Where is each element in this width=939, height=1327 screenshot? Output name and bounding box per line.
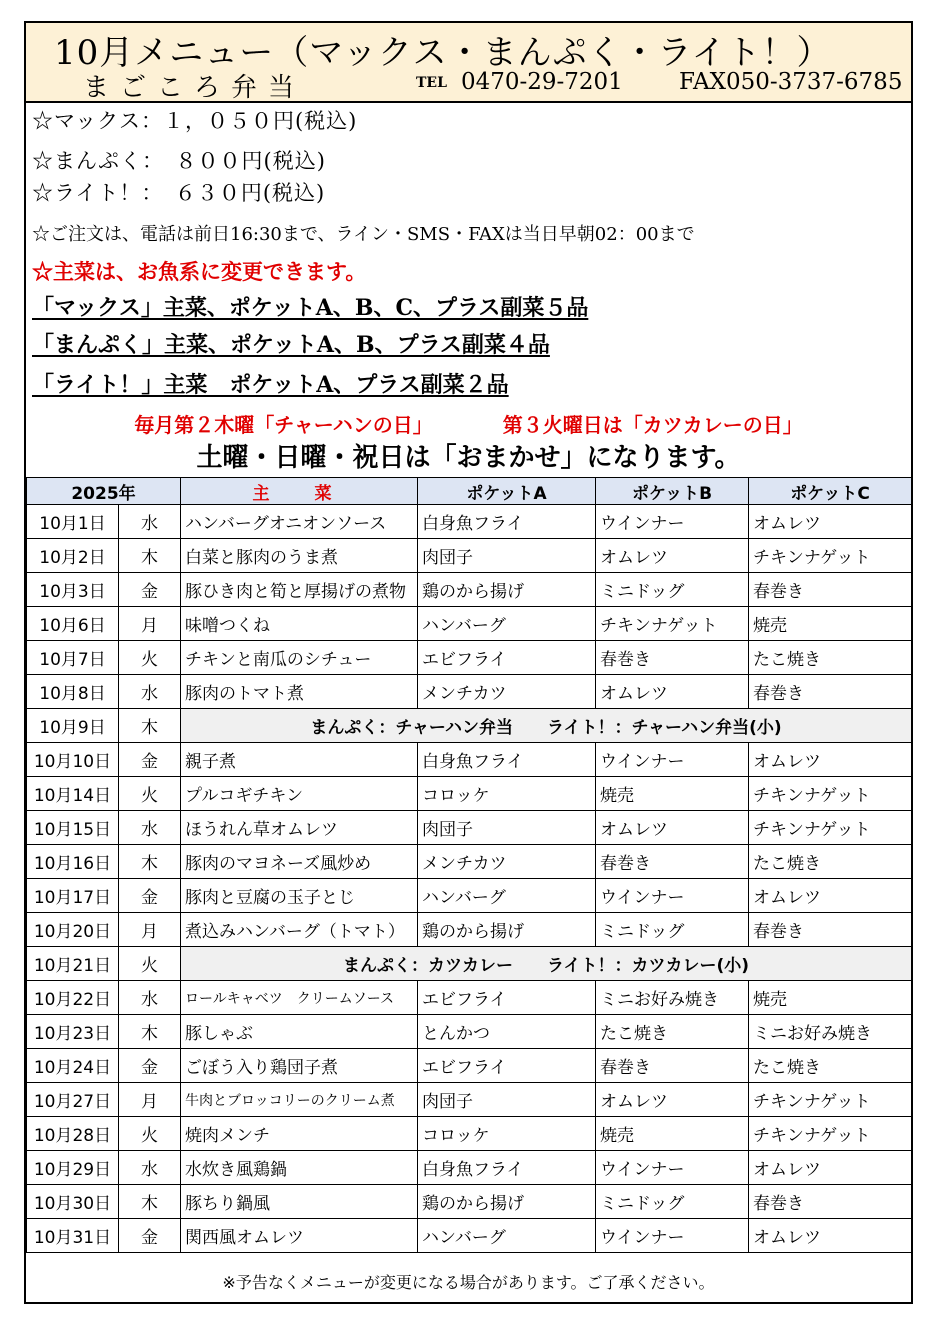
date-cell: 10月24日 — [27, 1049, 119, 1083]
pocket-a-cell: とんかつ — [418, 1015, 596, 1049]
weekday-cell: 月 — [119, 607, 181, 641]
pocket-c-cell: たこ焼き — [749, 641, 912, 675]
tel-icon: TEL — [416, 75, 447, 91]
pocket-b-cell: 焼売 — [596, 777, 749, 811]
date-cell: 10月6日 — [27, 607, 119, 641]
pocket-a-cell: ハンバーグ — [418, 1219, 596, 1253]
date-cell: 10月2日 — [27, 539, 119, 573]
pocket-c-cell: オムレツ — [749, 743, 912, 777]
main-dish-cell: プルコギチキン — [181, 777, 418, 811]
date-cell: 10月1日 — [27, 505, 119, 539]
special-menu-cell: まんぷく：チャーハン弁当 ライト！：チャーハン弁当(小) — [181, 709, 912, 743]
pocket-c-cell: オムレツ — [749, 1219, 912, 1253]
pocket-a-header: ポケットA — [418, 478, 596, 505]
date-cell: 10月16日 — [27, 845, 119, 879]
pocket-b-cell: 春巻き — [596, 641, 749, 675]
pocket-a-cell: 白身魚フライ — [418, 743, 596, 777]
table-row — [27, 709, 912, 743]
pocket-a-cell: 白身魚フライ — [418, 1151, 596, 1185]
date-cell: 10月30日 — [27, 1185, 119, 1219]
pocket-a-cell: エビフライ — [418, 641, 596, 675]
fish-change-note: ☆主菜は、お魚系に変更できます。 — [32, 259, 367, 284]
pocket-a-cell: ハンバーグ — [418, 607, 596, 641]
menu-sheet — [24, 21, 913, 1304]
main-dish-cell: 豚ひき肉と筍と厚揚げの煮物 — [181, 573, 418, 607]
pocket-a-cell: ハンバーグ — [418, 879, 596, 913]
weekday-cell: 月 — [119, 913, 181, 947]
date-cell: 10月7日 — [27, 641, 119, 675]
combo-light: 「ライト！」主菜 ポケットA、プラス副菜２品 — [32, 372, 509, 398]
weekday-cell: 月 — [119, 1083, 181, 1117]
table-row — [27, 845, 912, 879]
table-row — [27, 1015, 912, 1049]
weekday-cell: 木 — [119, 1185, 181, 1219]
combo-manpuku: 「まんぷく」主菜、ポケットA、B、プラス副菜４品 — [32, 332, 550, 358]
weekday-cell: 火 — [119, 641, 181, 675]
date-cell: 10月31日 — [27, 1219, 119, 1253]
order-deadline-note: ☆ご注文は、電話は前日16:30まで、ライン・SMS・FAXは当日早朝02：00まで — [32, 224, 695, 245]
date-cell: 10月21日 — [27, 947, 119, 981]
price-manpuku: ☆まんぷく： ８００円(税込) — [32, 149, 326, 173]
pocket-a-cell: 肉団子 — [418, 1083, 596, 1117]
pocket-c-cell: チキンナゲット — [749, 1117, 912, 1151]
pocket-b-cell: 焼売 — [596, 1117, 749, 1151]
main-dish-cell: ごぼう入り鶏団子煮 — [181, 1049, 418, 1083]
date-cell: 10月14日 — [27, 777, 119, 811]
main-dish-cell: 水炊き風鶏鍋 — [181, 1151, 418, 1185]
weekday-cell: 水 — [119, 981, 181, 1015]
tel-number — [416, 69, 623, 95]
pocket-b-cell: オムレツ — [596, 539, 749, 573]
date-cell: 10月27日 — [27, 1083, 119, 1117]
main-dish-cell: 焼肉メンチ — [181, 1117, 418, 1151]
katsucurry-day: 第３火曜日は「カツカレーの日」 — [502, 413, 803, 437]
pocket-b-cell: オムレツ — [596, 1083, 749, 1117]
price-light: ☆ライト！： ６３０円(税込) — [32, 181, 326, 205]
pocket-a-cell: エビフライ — [418, 1049, 596, 1083]
pocket-b-cell: 春巻き — [596, 845, 749, 879]
pocket-c-header: ポケットC — [749, 478, 912, 505]
pocket-b-cell: オムレツ — [596, 675, 749, 709]
pocket-c-cell: たこ焼き — [749, 845, 912, 879]
main-dish-cell: 関西風オムレツ — [181, 1219, 418, 1253]
pocket-a-cell: 鶏のから揚げ — [418, 573, 596, 607]
date-cell: 10月23日 — [27, 1015, 119, 1049]
table-row — [27, 913, 912, 947]
main-dish-cell: 白菜と豚肉のうま煮 — [181, 539, 418, 573]
date-cell: 10月22日 — [27, 981, 119, 1015]
footer-note: ※予告なくメニューが変更になる場合があります。ご了承ください。 — [222, 1273, 715, 1292]
combo-max: 「マックス」主菜、ポケットA、B、C、プラス副菜５品 — [32, 295, 589, 321]
pocket-c-cell: オムレツ — [749, 1151, 912, 1185]
weekday-cell: 水 — [119, 811, 181, 845]
table-header-row — [27, 478, 912, 505]
table-row — [27, 607, 912, 641]
date-cell: 10月17日 — [27, 879, 119, 913]
pocket-a-cell: 肉団子 — [418, 811, 596, 845]
table-row — [27, 1049, 912, 1083]
table-row — [27, 573, 912, 607]
pocket-c-cell: 春巻き — [749, 675, 912, 709]
main-dish-cell: 豚ちり鍋風 — [181, 1185, 418, 1219]
pocket-b-cell: ミニドッグ — [596, 1185, 749, 1219]
main-dish-cell: 煮込みハンバーグ（トマト） — [181, 913, 418, 947]
table-row — [27, 539, 912, 573]
main-dish-cell: 牛肉とブロッコリーのクリーム煮 — [181, 1083, 418, 1117]
fax-number: FAX050-3737-6785 — [679, 69, 903, 95]
table-row — [27, 505, 912, 539]
table-row — [27, 947, 912, 981]
chahan-day: 毎月第２木曜「チャーハンの日」 — [134, 413, 433, 437]
pocket-a-cell: コロッケ — [418, 777, 596, 811]
weekday-cell: 水 — [119, 675, 181, 709]
weekday-cell: 木 — [119, 539, 181, 573]
main-dish-header: 主 菜 — [181, 478, 418, 505]
date-cell: 10月28日 — [27, 1117, 119, 1151]
pocket-a-cell: 肉団子 — [418, 539, 596, 573]
pocket-b-header: ポケットB — [596, 478, 749, 505]
main-dish-cell: ハンバーグオニオンソース — [181, 505, 418, 539]
shop-name: まごころ弁当 — [83, 73, 306, 103]
main-dish-cell: 豚肉のマヨネーズ風炒め — [181, 845, 418, 879]
table-row — [27, 981, 912, 1015]
weekday-cell: 金 — [119, 879, 181, 913]
pocket-b-cell: ウインナー — [596, 505, 749, 539]
weekend-note: 土曜・日曜・祝日は「おまかせ」になります。 — [196, 443, 741, 473]
pocket-b-cell: ウインナー — [596, 1151, 749, 1185]
table-row — [27, 1083, 912, 1117]
date-cell: 10月10日 — [27, 743, 119, 777]
pocket-c-cell: 春巻き — [749, 1185, 912, 1219]
pocket-b-cell: チキンナゲット — [596, 607, 749, 641]
pocket-c-cell: チキンナゲット — [749, 777, 912, 811]
pocket-a-cell: メンチカツ — [418, 845, 596, 879]
tel-text: 0470-29-7201 — [460, 69, 623, 95]
pocket-a-cell: 鶏のから揚げ — [418, 913, 596, 947]
page-title: 10月メニュー（マックス・まんぷく・ライト！） — [54, 33, 832, 73]
pocket-b-cell: ミニドッグ — [596, 573, 749, 607]
table-row — [27, 675, 912, 709]
pocket-c-cell: オムレツ — [749, 505, 912, 539]
weekday-cell: 金 — [119, 573, 181, 607]
pocket-c-cell: 焼売 — [749, 981, 912, 1015]
menu-table — [26, 477, 912, 1253]
weekday-cell: 木 — [119, 845, 181, 879]
weekday-cell: 木 — [119, 709, 181, 743]
table-row — [27, 777, 912, 811]
pocket-b-cell: たこ焼き — [596, 1015, 749, 1049]
pocket-b-cell: オムレツ — [596, 811, 749, 845]
main-dish-cell: 豚肉のトマト煮 — [181, 675, 418, 709]
pocket-c-cell: オムレツ — [749, 879, 912, 913]
main-dish-cell: 豚肉と豆腐の玉子とじ — [181, 879, 418, 913]
date-cell: 10月29日 — [27, 1151, 119, 1185]
table-row — [27, 1185, 912, 1219]
table-row — [27, 641, 912, 675]
main-dish-cell: 味噌つくね — [181, 607, 418, 641]
weekday-cell: 火 — [119, 947, 181, 981]
main-dish-cell: 豚しゃぶ — [181, 1015, 418, 1049]
pocket-b-cell: ウインナー — [596, 743, 749, 777]
pocket-a-cell: 鶏のから揚げ — [418, 1185, 596, 1219]
main-dish-cell: 親子煮 — [181, 743, 418, 777]
date-cell: 10月9日 — [27, 709, 119, 743]
pocket-c-cell: チキンナゲット — [749, 1083, 912, 1117]
weekday-cell: 木 — [119, 1015, 181, 1049]
main-dish-cell: ロールキャベツ クリームソース — [181, 981, 418, 1015]
pocket-a-cell: 白身魚フライ — [418, 505, 596, 539]
pocket-a-cell: エビフライ — [418, 981, 596, 1015]
weekday-cell: 火 — [119, 777, 181, 811]
main-dish-cell: チキンと南瓜のシチュー — [181, 641, 418, 675]
weekday-cell: 水 — [119, 505, 181, 539]
pocket-c-cell: ミニお好み焼き — [749, 1015, 912, 1049]
weekday-cell: 金 — [119, 1049, 181, 1083]
pocket-b-cell: ミニドッグ — [596, 913, 749, 947]
table-row — [27, 1219, 912, 1253]
weekday-cell: 金 — [119, 743, 181, 777]
date-cell: 10月20日 — [27, 913, 119, 947]
table-row — [27, 1117, 912, 1151]
price-max: ☆マックス：１，０５０円(税込) — [32, 109, 358, 133]
pocket-a-cell: コロッケ — [418, 1117, 596, 1151]
pocket-c-cell: たこ焼き — [749, 1049, 912, 1083]
year-header: 2025年 — [27, 478, 181, 505]
header-band — [26, 23, 911, 103]
date-cell: 10月15日 — [27, 811, 119, 845]
table-row — [27, 1151, 912, 1185]
pocket-c-cell: 春巻き — [749, 913, 912, 947]
main-dish-cell: ほうれん草オムレツ — [181, 811, 418, 845]
weekday-cell: 金 — [119, 1219, 181, 1253]
weekday-cell: 火 — [119, 1117, 181, 1151]
special-days-note — [26, 409, 911, 438]
date-cell: 10月3日 — [27, 573, 119, 607]
pocket-c-cell: 焼売 — [749, 607, 912, 641]
pocket-b-cell: ウインナー — [596, 1219, 749, 1253]
date-cell: 10月8日 — [27, 675, 119, 709]
special-menu-cell: まんぷく：カツカレー ライト！：カツカレー(小) — [181, 947, 912, 981]
table-row — [27, 811, 912, 845]
pocket-b-cell: ミニお好み焼き — [596, 981, 749, 1015]
pocket-c-cell: チキンナゲット — [749, 811, 912, 845]
pocket-c-cell: チキンナゲット — [749, 539, 912, 573]
table-row — [27, 879, 912, 913]
pocket-b-cell: ウインナー — [596, 879, 749, 913]
table-row — [27, 743, 912, 777]
pocket-c-cell: 春巻き — [749, 573, 912, 607]
pocket-a-cell: メンチカツ — [418, 675, 596, 709]
pocket-b-cell: 春巻き — [596, 1049, 749, 1083]
weekday-cell: 水 — [119, 1151, 181, 1185]
